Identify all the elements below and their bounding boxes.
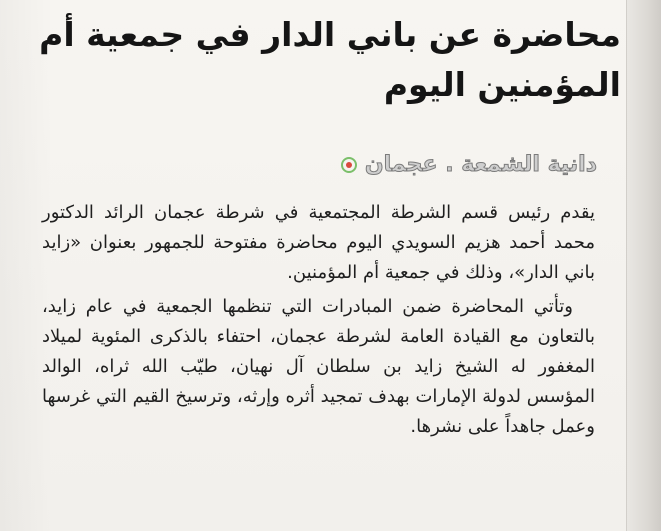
article-paragraph-2: وتأتي المحاضرة ضمن المبادرات التي تنظمها الجمعية في عام زايد، بالتعاون مع القيادة العامة لشرطة عجمان، احتفاء بالذكرى المئوية لميلاد المغفور له الشيخ زايد بن سلطان آل نهيان، طيّب الله ثراه، الوالد المؤسس لدولة الإمارات بهدف تمجيد أثره وإرثه، وترسيخ القيم التي غرسها وعمل جاهداً على نشرها. [42, 296, 595, 437]
page-fold [626, 0, 661, 531]
byline [341, 152, 597, 177]
byline-text: دانية الشمعة . عجمان [364, 152, 597, 177]
article-paragraph-1: يقدم رئيس قسم الشرطة المجتمعية في شرطة عجمان الرائد الدكتور محمد أحمد هزيم السويدي اليوم محاضرة مفتوحة للجمهور بعنوان «زايد باني الدار»، وذلك في جمعية أم المؤمنين. [42, 202, 595, 283]
article-body [42, 198, 595, 442]
circle-logo-icon [341, 157, 357, 173]
article-headline: محاضرة عن باني الدار في جمعية أم المؤمنين اليوم [39, 15, 621, 104]
